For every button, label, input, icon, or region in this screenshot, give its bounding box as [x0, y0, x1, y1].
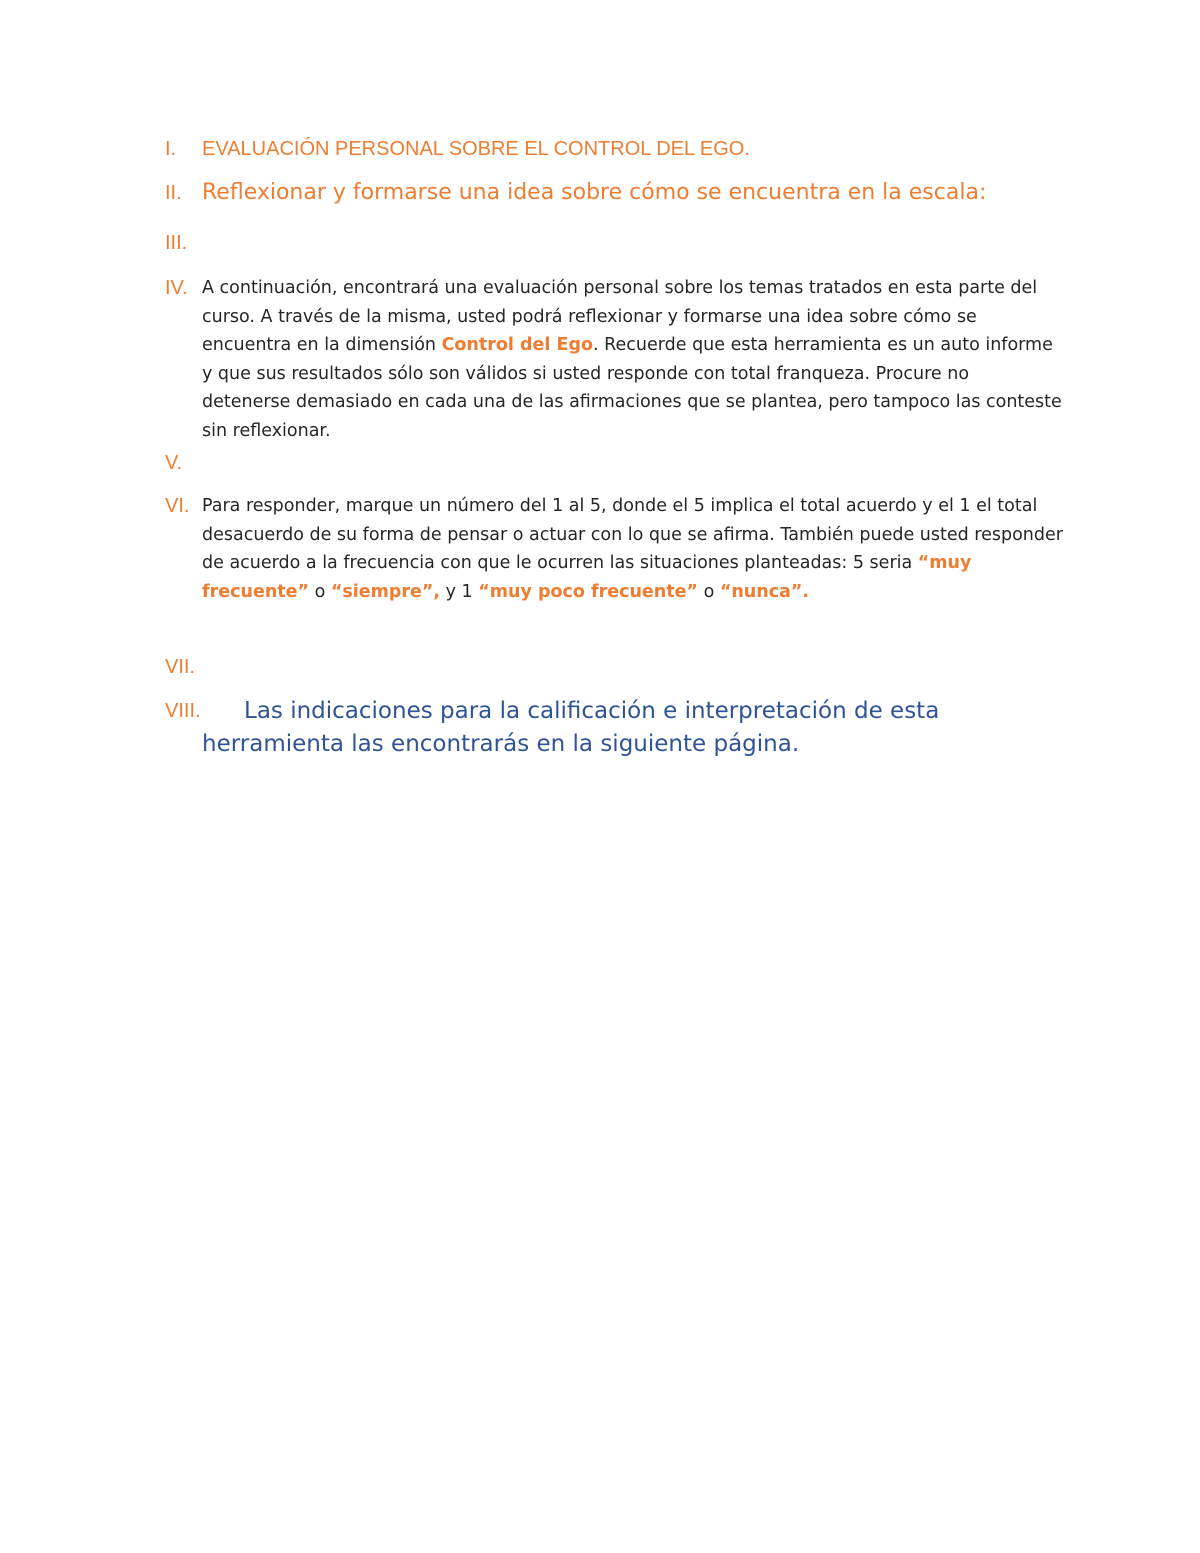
response-instructions — [202, 492, 1072, 606]
list-numeral: VIII. — [165, 700, 201, 722]
list-numeral: V. — [165, 452, 183, 474]
separator-text: y 1 — [440, 581, 479, 602]
list-numeral: I. — [165, 138, 177, 160]
dimension-highlight: Control del Ego — [441, 335, 593, 355]
intro-paragraph — [202, 274, 1062, 445]
list-numeral: II. — [165, 182, 182, 204]
list-numeral: VI. — [165, 495, 190, 517]
instructions-text: Para responder, marque un número del 1 al 5, donde el 5 implica el total acuerdo y el 1 el total desacuerdo de su forma de pensar o actuar con lo que se afirma. También puede usted responder de acuerdo a la frecuencia con que le ocurren las situaciones planteadas: 5 seria — [202, 496, 1063, 573]
scale-label-very-infrequent: “muy poco frecuente” — [478, 581, 698, 602]
separator-text: o — [309, 581, 331, 602]
list-numeral: IV. — [165, 277, 188, 299]
scale-label-very-frequent: “muy frecuente” — [202, 553, 972, 602]
section-title: EVALUACIÓN PERSONAL SOBRE EL CONTROL DEL EGO. — [202, 138, 750, 160]
scale-label-always: “siempre”, — [330, 581, 441, 602]
scale-label-never: “nunca”. — [719, 581, 810, 602]
instruction-heading: Reflexionar y formarse una idea sobre cómo se encuentra en la escala: — [202, 180, 987, 205]
intro-text-part-2: . Recuerde que esta herramienta es un auto informe y que sus resultados sólo son válidos si usted responde con total franqueza. Procure no detenerse demasiado en cada una de las afirmaciones que se plantea, pero tampoco las conteste sin reflexionar. — [202, 335, 1062, 441]
list-numeral: VII. — [165, 656, 196, 678]
intro-text-part-1: A continuación, encontrará una evaluación personal sobre los temas tratados en esta parte del curso. A través de la misma, usted podrá reflexionar y formarse una idea sobre cómo se encuentra en la dimensión — [202, 278, 1038, 355]
list-numeral: III. — [165, 232, 188, 254]
separator-text: o — [698, 581, 720, 602]
next-page-note: Las indicaciones para la calificación e interpretación de esta herramienta las encontrarás en la siguiente página. — [202, 698, 940, 757]
